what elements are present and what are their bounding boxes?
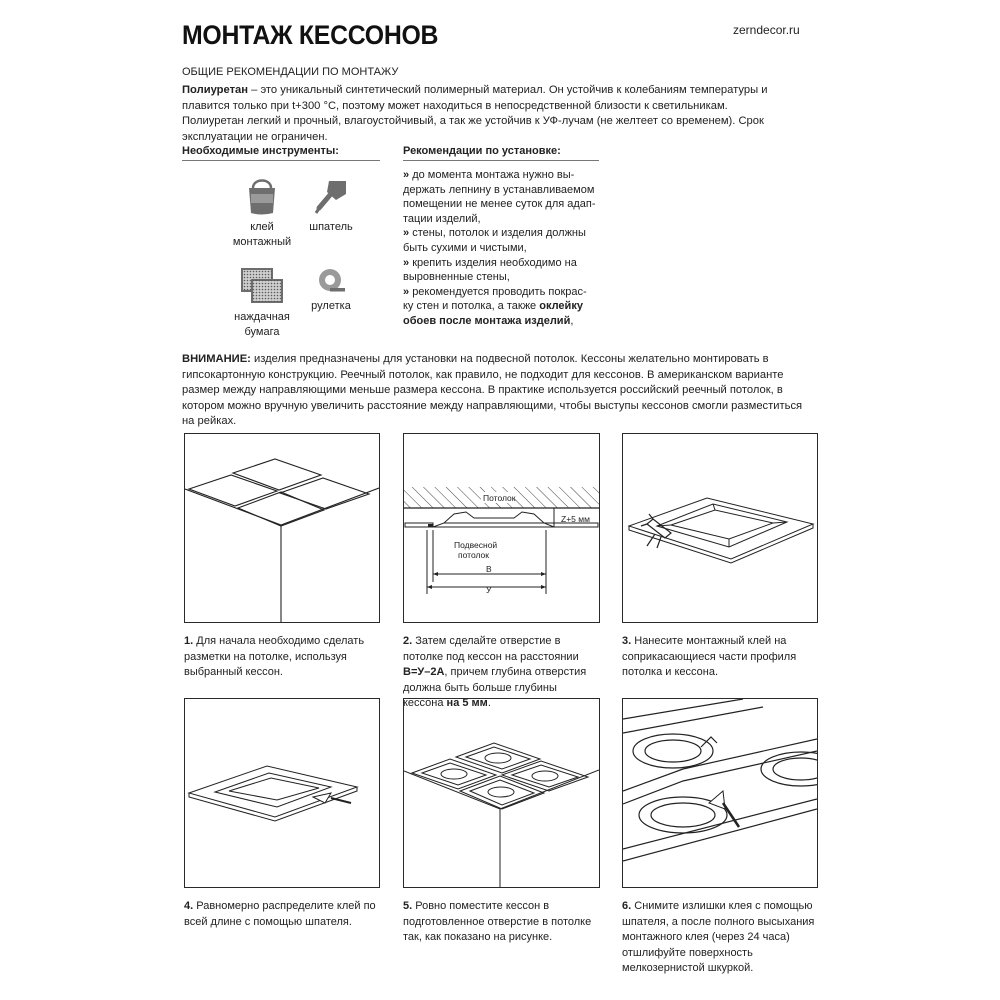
- sandpaper-icon: [240, 267, 284, 305]
- tool-spatula-label: шпатель: [309, 221, 353, 233]
- y-dimension-label: У: [486, 585, 492, 595]
- tool-tape-measure: [296, 266, 366, 314]
- tool-tape-label: рулетка: [311, 300, 351, 312]
- ceiling-label: Потолок: [483, 493, 516, 503]
- step3-caption: 3. Нанесите монтажный клей на соприкасающиеся части профиля потолка и кессона.: [622, 635, 797, 679]
- intro-text: – это уникальный синтетический полимерный материал. Он устойчив к колебаниям температуры и плавится только при t+300 °C, поэтому может находиться в непосредственной близости к светильникам. Полиуретан легкий и прочный, влагоустойчивый, а так же устойчив к УФ-лучам (не желтеет со временем). Срок эксплуатации не ограничен.: [182, 84, 768, 143]
- warning-paragraph: [182, 352, 814, 430]
- step1-caption: 1. Для начала необходимо сделать разметки на потолке, используя выбранный кессон.: [184, 635, 365, 679]
- list-item: » крепить изделия необходимо на: [403, 256, 577, 269]
- warning-text: изделия предназначены для установки на подвесной потолок. Кессоны желательно монтировать в гипсокартонную конструкцию. Реечный потолок, как правило, не подходит для кессонов. В американском варианте размер между направляющими меньше размера кессона. В практике используется российский реечный потолок, в котором можно вручную увеличить расстояние между направляющими, чтобы выступы кессонов смогли разместиться на рейках.: [182, 353, 803, 427]
- suspended-ceiling-label-2: потолок: [458, 550, 489, 560]
- list-item: » рекомендуется проводить покрас-: [403, 285, 587, 298]
- step3-illustration: [622, 433, 818, 623]
- warning-label: ВНИМАНИЕ:: [182, 353, 251, 365]
- page-title: МОНТАЖ КЕССОНОВ: [182, 20, 439, 50]
- tool-glue-label-1: клей: [250, 221, 274, 233]
- intro-paragraph: [182, 83, 782, 145]
- z-label: Z+5 мм: [561, 514, 590, 524]
- tool-sandpaper: [222, 267, 302, 340]
- step2-illustration: [403, 433, 600, 623]
- tool-glue: [222, 176, 302, 250]
- step2-caption: 2. Затем сделайте отверстие в потолке под кессон на расстоянии B=У–2А, причем глубина отверстия должна быть больше глубины кессона на 5 мм.: [403, 635, 587, 710]
- site-url: zerndecor.ru: [733, 23, 800, 37]
- step4-illustration: [184, 698, 380, 888]
- step1-illustration: [184, 433, 380, 623]
- recommendations-list: » до момента монтажа нужно вы- держать лепнину в устанавливаемом помещении не менее суток для адап- тации изделий, » стены, потолок и изделия должны быть сухими и чистыми, » крепить изделия необходимо на выровненные стены, » рекомендуется проводить покрас- ку стен и потолка, а также оклейку обоев после монтажа изделий,: [403, 168, 603, 329]
- glue-bucket-icon: [244, 176, 280, 216]
- step5-illustration: [403, 698, 600, 888]
- tool-sandpaper-label-1: наждачная: [234, 311, 290, 323]
- recommendations-heading: Рекомендации по установке:: [403, 145, 599, 161]
- step6-caption: 6. Снимите излишки клея с помощью шпателя, а после полного высыхания монтажного клея (через 24 часа) отшлифуйте поверхность мелкозернистой шкуркой.: [622, 900, 815, 975]
- list-item: » до момента монтажа нужно вы-: [403, 169, 575, 181]
- tool-spatula: [296, 178, 366, 235]
- step6-illustration: [622, 698, 818, 888]
- step4-caption: 4. Равномерно распределите клей по всей длине с помощью шпателя.: [184, 900, 376, 928]
- tools-heading: Необходимые инструменты:: [182, 145, 380, 161]
- tool-glue-label-2: монтажный: [232, 236, 292, 248]
- tool-sandpaper-label-2: бумага: [244, 326, 280, 338]
- suspended-ceiling-label-1: Подвесной: [454, 540, 498, 550]
- step5-caption: 5. Ровно поместите кессон в подготовленное отверстие в потолке так, как показано на рисунке.: [403, 900, 592, 944]
- b-dimension-label: B: [486, 564, 492, 574]
- spatula-icon: [313, 178, 349, 216]
- intro-term: Полиуретан: [182, 84, 249, 96]
- list-item: » стены, потолок и изделия должны: [403, 227, 586, 240]
- section-subtitle: ОБЩИЕ РЕКОМЕНДАЦИИ ПО МОНТАЖУ: [182, 66, 399, 78]
- tape-measure-icon: [315, 266, 347, 296]
